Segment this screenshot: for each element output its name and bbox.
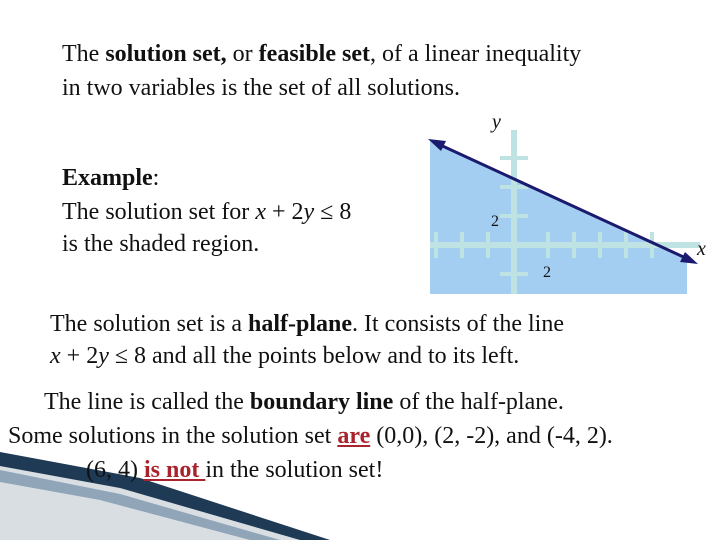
boundary-line-1: [44, 386, 564, 418]
y-axis-label: y: [492, 111, 501, 133]
term-half-plane: half-plane: [247, 311, 352, 337]
boundary-text: (6, 4): [86, 457, 144, 483]
intro-line-2: in two variables is the set of all solutions.: [62, 75, 460, 101]
example-colon: :: [152, 165, 160, 191]
term-feasible-set: feasible set: [258, 41, 370, 67]
boundary-text: in the solution set!: [205, 457, 384, 483]
intro-text: , of a linear inequality: [369, 41, 582, 67]
emphasis-are: are: [337, 423, 371, 449]
boundary-text: (0,0), (2, -2), and (-4, 2).: [370, 423, 613, 449]
halfplane-text: The solution set is a: [50, 311, 248, 337]
term-solution-set: solution set,: [105, 41, 227, 67]
example-label: Example: [62, 165, 153, 191]
var-y: y: [98, 343, 109, 369]
example-line-3: is the shaded region.: [62, 231, 260, 257]
halfplane-line-2: [50, 340, 519, 372]
term-boundary-line: boundary line: [249, 389, 394, 415]
x-tick-label: 2: [543, 264, 551, 281]
boundary-text: The line is called the: [44, 389, 250, 415]
y-tick-label: 2: [491, 213, 499, 230]
boundary-line-3: [86, 454, 383, 486]
halfplane-text: + 2: [60, 343, 99, 369]
boundary-text: of the half-plane.: [393, 389, 564, 415]
var-x: x: [255, 199, 266, 225]
intro-text: The: [62, 41, 106, 67]
halfplane-text: . It consists of the line: [352, 311, 564, 337]
example-text: + 2: [265, 199, 304, 225]
x-axis-label: x: [697, 238, 706, 260]
emphasis-is-not: is not: [143, 457, 206, 483]
example-text: The solution set for: [62, 199, 256, 225]
intro-text: or: [226, 41, 259, 67]
boundary-line-2: [8, 420, 613, 452]
example-heading: [62, 162, 159, 194]
var-x: x: [50, 343, 61, 369]
example-text: ≤ 8: [314, 199, 352, 225]
halfplane-text: ≤ 8 and all the points below and to its left.: [108, 343, 520, 369]
halfplane-line-1: [50, 308, 564, 340]
var-y: y: [303, 199, 315, 225]
boundary-text: Some solutions in the solution set: [8, 423, 338, 449]
example-line-2: [62, 196, 351, 228]
intro-line-1: [62, 38, 581, 70]
